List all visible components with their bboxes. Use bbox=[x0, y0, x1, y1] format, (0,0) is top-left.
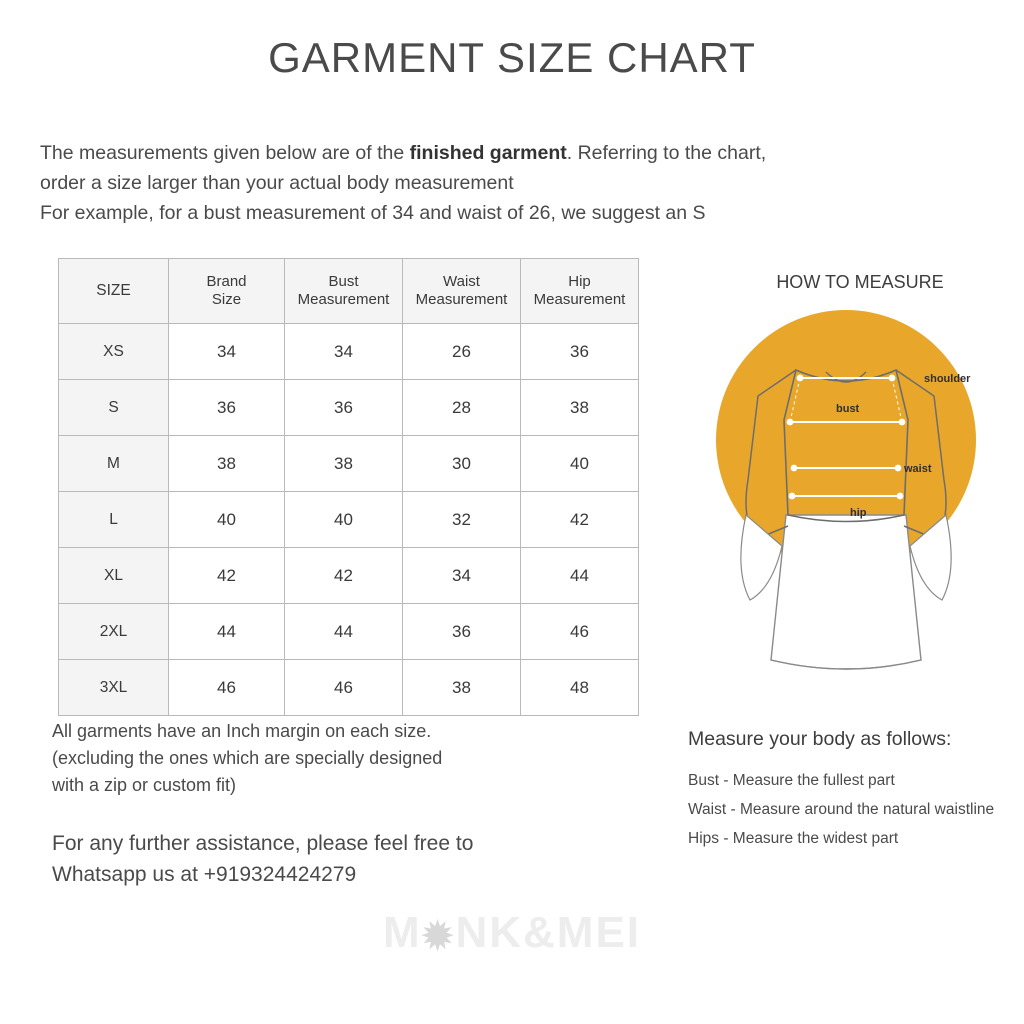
column-header-bust-text: Bust Measurement bbox=[297, 273, 390, 308]
table-row bbox=[59, 492, 639, 548]
cell-size: 3XL bbox=[59, 660, 169, 716]
cell-bust: 34 bbox=[285, 324, 403, 380]
cell-size: XL bbox=[59, 548, 169, 604]
intro-paragraph bbox=[40, 138, 990, 228]
measure-item-bust: Bust - Measure the fullest part bbox=[688, 772, 895, 789]
table-header-row bbox=[59, 259, 639, 324]
shoulder-label: shoulder bbox=[924, 373, 971, 385]
table-row bbox=[59, 548, 639, 604]
cell-hip: 46 bbox=[521, 604, 639, 660]
column-header-hip-text: Hip Measurement bbox=[533, 273, 626, 308]
size-table-wrapper bbox=[58, 258, 638, 716]
cell-size: XS bbox=[59, 324, 169, 380]
column-header-waist bbox=[403, 259, 521, 324]
cell-hip: 40 bbox=[521, 436, 639, 492]
table-body bbox=[59, 324, 639, 716]
intro-emphasis: finished garment bbox=[409, 142, 567, 164]
cell-waist: 38 bbox=[403, 660, 521, 716]
garment-measurement-diagram bbox=[676, 300, 1016, 700]
column-header-size: SIZE bbox=[59, 259, 169, 324]
cell-bust: 44 bbox=[285, 604, 403, 660]
cell-bust: 40 bbox=[285, 492, 403, 548]
cell-hip: 36 bbox=[521, 324, 639, 380]
table-row bbox=[59, 660, 639, 716]
cell-hip: 42 bbox=[521, 492, 639, 548]
hip-label: hip bbox=[850, 507, 867, 519]
cell-bust: 38 bbox=[285, 436, 403, 492]
how-to-measure-figure bbox=[676, 300, 1016, 700]
cell-brand: 40 bbox=[169, 492, 285, 548]
cell-waist: 34 bbox=[403, 548, 521, 604]
intro-line-2: order a size larger than your actual body measurement bbox=[40, 172, 514, 194]
column-header-bust bbox=[285, 259, 403, 324]
assistance-line-1: For any further assistance, please feel free to bbox=[52, 832, 474, 855]
bust-point-left bbox=[787, 419, 794, 426]
cell-hip: 48 bbox=[521, 660, 639, 716]
brand-watermark-left: M bbox=[382, 908, 422, 957]
intro-line-1-post: . Referring to the chart, bbox=[566, 142, 767, 164]
bust-point-right bbox=[899, 419, 906, 426]
measure-body-heading: Measure your body as follows: bbox=[688, 728, 952, 750]
cell-brand: 34 bbox=[169, 324, 285, 380]
cell-brand: 42 bbox=[169, 548, 285, 604]
cell-waist: 26 bbox=[403, 324, 521, 380]
how-to-measure-title: HOW TO MEASURE bbox=[776, 272, 944, 292]
column-header-waist-text: Waist Measurement bbox=[415, 273, 508, 308]
cell-brand: 44 bbox=[169, 604, 285, 660]
assistance-note bbox=[52, 828, 612, 890]
column-header-hip bbox=[521, 259, 639, 324]
cell-bust: 42 bbox=[285, 548, 403, 604]
hip-point-right bbox=[897, 493, 904, 500]
cell-brand: 38 bbox=[169, 436, 285, 492]
table-header bbox=[59, 259, 639, 324]
cell-hip: 38 bbox=[521, 380, 639, 436]
waist-label: waist bbox=[904, 463, 932, 475]
cell-size: M bbox=[59, 436, 169, 492]
hip-point-left bbox=[789, 493, 796, 500]
cell-waist: 28 bbox=[403, 380, 521, 436]
flower-icon: ✹ bbox=[421, 916, 456, 958]
column-header-brand-size bbox=[169, 259, 285, 324]
cell-bust: 46 bbox=[285, 660, 403, 716]
bust-label: bust bbox=[836, 403, 860, 415]
measure-body-list bbox=[688, 766, 1018, 853]
waist-point-left bbox=[791, 465, 798, 472]
table-row bbox=[59, 380, 639, 436]
column-header-brand-size-text: Brand Size bbox=[206, 273, 247, 308]
cell-hip: 44 bbox=[521, 548, 639, 604]
measure-item-hips: Hips - Measure the widest part bbox=[688, 830, 899, 847]
cell-waist: 30 bbox=[403, 436, 521, 492]
margin-note-line-1: All garments have an Inch margin on each size. bbox=[52, 721, 432, 741]
skirt-shape bbox=[771, 515, 921, 669]
cell-size: S bbox=[59, 380, 169, 436]
intro-line-1 bbox=[40, 138, 990, 168]
table-row bbox=[59, 436, 639, 492]
page-title: GARMENT SIZE CHART bbox=[268, 34, 756, 81]
margin-note-line-2: (excluding the ones which are specially designed bbox=[52, 748, 443, 768]
cell-size: L bbox=[59, 492, 169, 548]
margin-notes bbox=[52, 718, 612, 799]
brand-watermark bbox=[0, 908, 1024, 958]
intro-line-3: For example, for a bust measurement of 34 and waist of 26, we suggest an S bbox=[40, 202, 706, 224]
brand-watermark-right: NK&MEI bbox=[455, 908, 642, 957]
table-row bbox=[59, 324, 639, 380]
cell-bust: 36 bbox=[285, 380, 403, 436]
assistance-line-2: Whatsapp us at +919324424279 bbox=[52, 863, 357, 886]
size-chart-table bbox=[58, 258, 639, 716]
cell-size: 2XL bbox=[59, 604, 169, 660]
cell-waist: 32 bbox=[403, 492, 521, 548]
table-row bbox=[59, 604, 639, 660]
margin-note-line-3: with a zip or custom fit) bbox=[52, 775, 237, 795]
cell-brand: 36 bbox=[169, 380, 285, 436]
waist-point-right bbox=[895, 465, 902, 472]
measure-item-waist: Waist - Measure around the natural waistline bbox=[688, 801, 995, 818]
intro-line-1-pre: The measurements given below are of the bbox=[40, 142, 410, 164]
cell-brand: 46 bbox=[169, 660, 285, 716]
cell-waist: 36 bbox=[403, 604, 521, 660]
